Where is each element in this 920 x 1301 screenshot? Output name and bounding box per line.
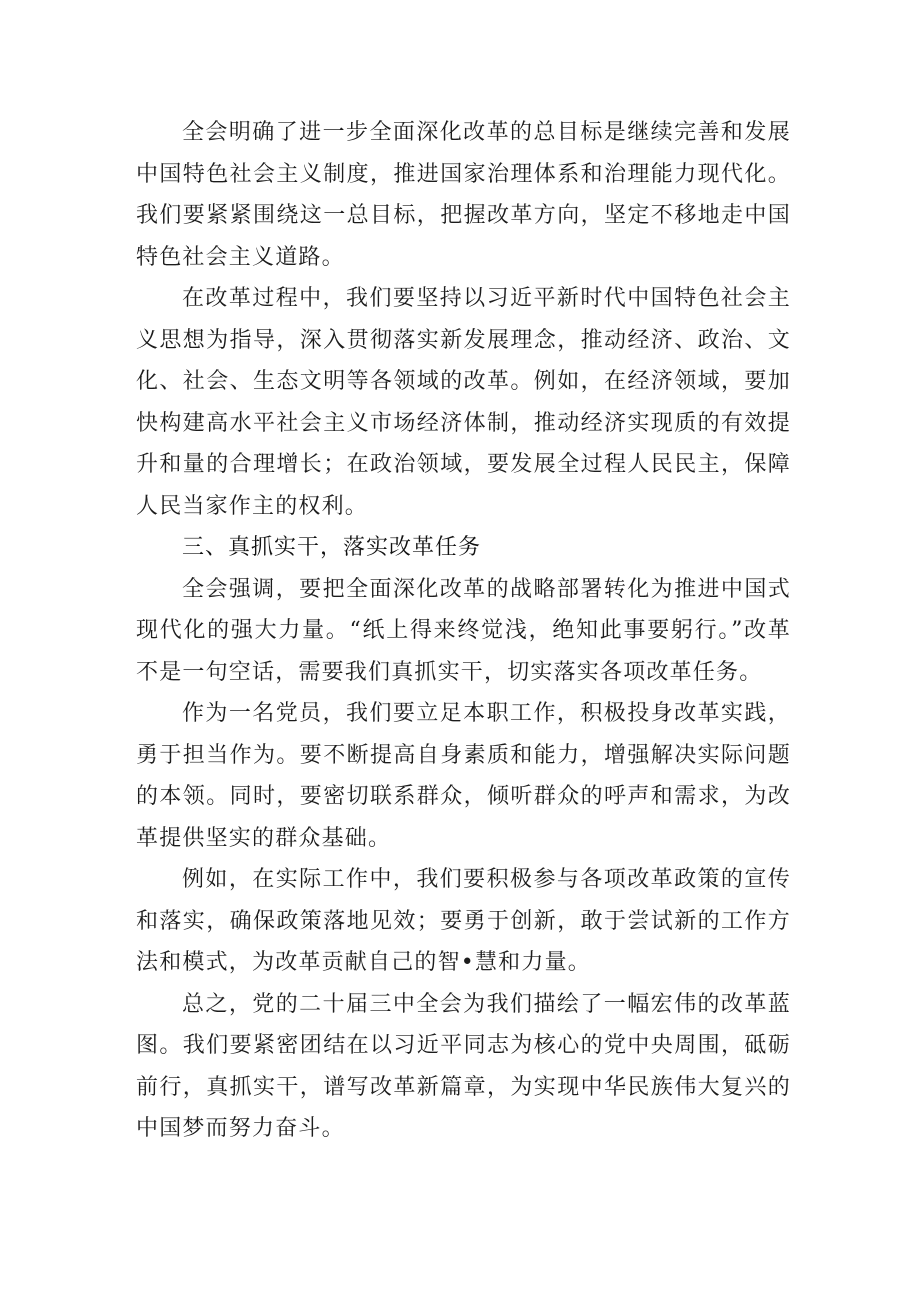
paragraph-practical-example: 例如，在实际工作中，我们要积极参与各项改革政策的宣传和落实，确保政策落地见效；要勇于创新，敢于尝试新的工作方法和模式，为改革贡献自己的智•慧和力量。 bbox=[136, 867, 791, 975]
paragraph-plenum-emphasis: 全会强调，要把全面深化改革的战略部署转化为推进中国式现代化的强大力量。“纸上得来终觉浅，绝知此事要躬行。”改革不是一句空话，需要我们真抓实干，切实落实各项改革任务。 bbox=[136, 576, 791, 685]
paragraph-reform-process: 在改革过程中，我们要坚持以习近平新时代中国特色社会主义思想为指导，深入贯彻落实新发展理念，推动经济、政治、文化、社会、生态文明等各领域的改革。例如，在经济领域，要加快构建高水平社会主义市场经济体制，推动经济实现质的有效提升和量的合理增长；在政治领域，要发展全过程人民民主，保障人民当家作主的权利。 bbox=[136, 286, 791, 519]
paragraph-reform-goal: 全会明确了进一步全面深化改革的总目标是继续完善和发展中国特色社会主义制度，推进国家治理体系和治理能力现代化。我们要紧紧围绕这一总目标，把握改革方向，坚定不移地走中国特色社会主义道路。 bbox=[136, 120, 791, 270]
paragraph-party-member-role: 作为一名党员，我们要立足本职工作，积极投身改革实践，勇于担当作为。要不断提高自身素质和能力，增强解决实际问题的本领。同时，要密切联系群众，倾听群众的呼声和需求，为改革提供坚实的群众基础。 bbox=[136, 701, 791, 851]
section-heading: 三、真抓实干，落实改革任务 bbox=[182, 535, 482, 560]
document-body bbox=[136, 112, 791, 1150]
paragraph-conclusion: 总之，党的二十届三中全会为我们描绘了一幅宏伟的改革蓝图。我们要紧密团结在以习近平同志为核心的党中央周围，砥砺前行，真抓实干，谱写改革新篇章，为实现中华民族伟大复兴的中国梦而努力奋斗。 bbox=[136, 991, 791, 1141]
